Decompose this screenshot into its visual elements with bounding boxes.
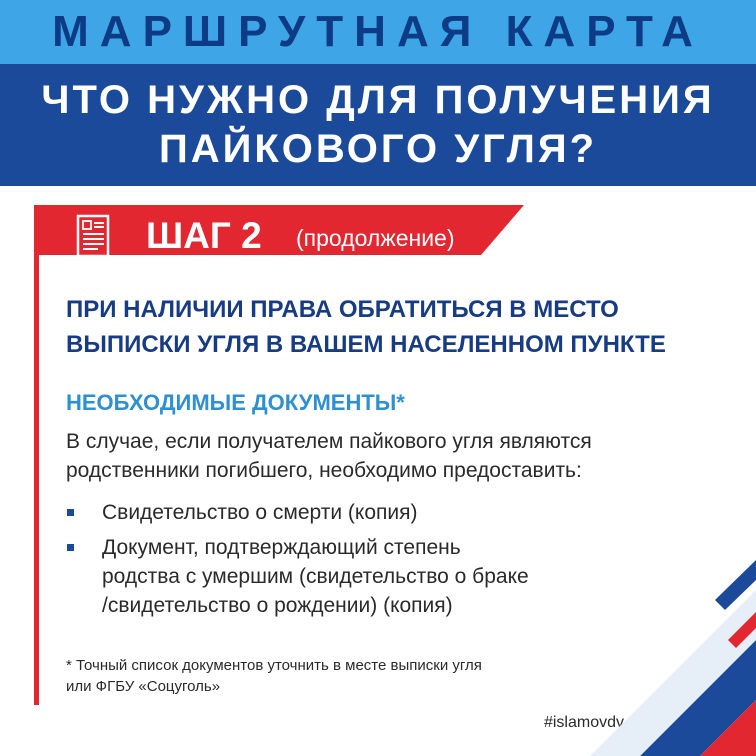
documents-title: НЕОБХОДИМЫЕ ДОКУМЕНТЫ* — [66, 390, 405, 415]
page-title: МАРШРУТНАЯ КАРТА — [52, 7, 704, 56]
intro-line-2: родственники погибшего, необходимо предоставить: — [66, 459, 582, 482]
question-line-1: ЧТО НУЖНО ДЛЯ ПОЛУЧЕНИЯ — [41, 78, 715, 122]
heading-line-2: ВЫПИСКИ УГЛЯ В ВАШЕМ НАСЕЛЕННОМ ПУНКТЕ — [66, 331, 666, 358]
list-item-line: Документ, подтверждающий степень — [102, 536, 461, 559]
footnote-line-1: * Точный список документов уточнить в месте выписки угля — [66, 657, 482, 674]
hashtag: #islamovdv — [543, 714, 624, 731]
intro-line-1: В случае, если получателем пайкового угля являются — [66, 430, 592, 453]
list-item-line: /свидетельство о рождении) (копия) — [102, 594, 453, 617]
question-line-2: ПАЙКОВОГО УГЛЯ? — [158, 127, 598, 171]
footnote-line-2: или ФГБУ «Соцуголь» — [66, 678, 221, 695]
list-item-line: родства с умершим (свидетельство о браке — [102, 565, 529, 588]
step-label: ШАГ 2 — [146, 215, 262, 256]
heading-line-1: ПРИ НАЛИЧИИ ПРАВА ОБРАТИТЬСЯ В МЕСТО — [66, 296, 619, 323]
step-subtitle: (продолжение) — [296, 225, 455, 251]
list-item-line: Свидетельство о смерти (копия) — [102, 501, 418, 524]
